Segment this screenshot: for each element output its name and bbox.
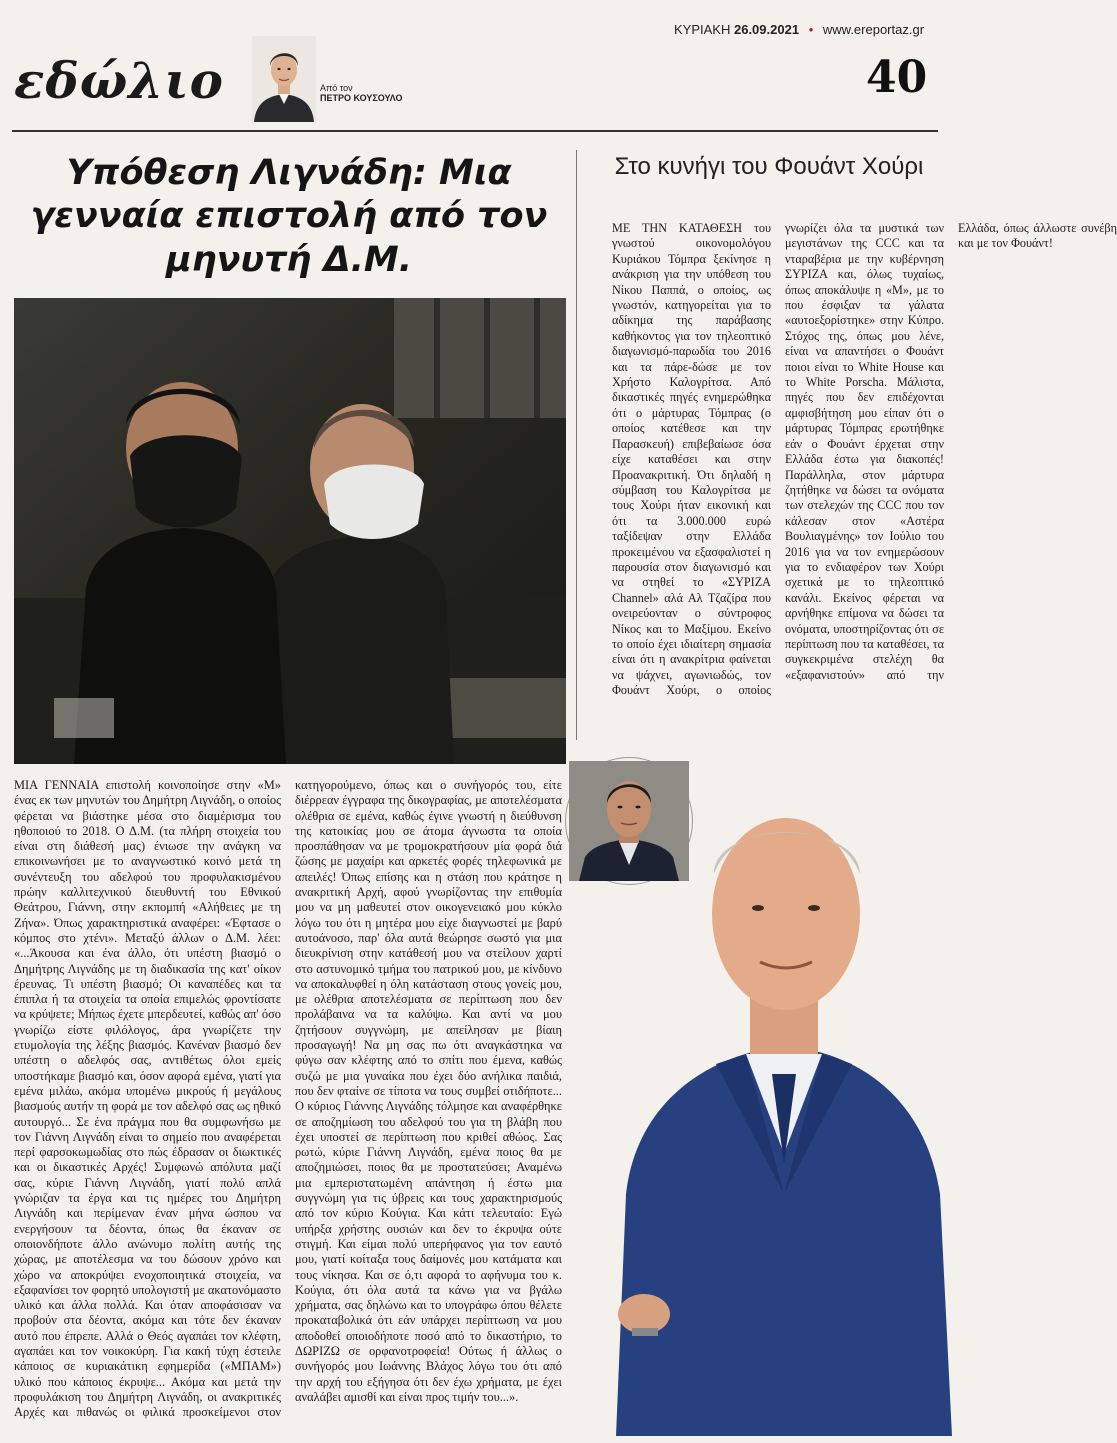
column-divider	[576, 150, 577, 740]
byline	[320, 84, 402, 104]
page-number: 40	[866, 52, 928, 103]
separator-dot: •	[808, 22, 814, 37]
section-title: εδώλιο	[14, 51, 224, 110]
header-divider	[12, 130, 938, 132]
issue-day: ΚΥΡΙΑΚΗ	[674, 22, 731, 37]
issue-date: 26.09.2021	[733, 22, 800, 37]
columnist-photo	[252, 36, 316, 122]
main-headline: Υπόθεση Λιγνάδη: Μια γενναία επιστολή από τον μηνυτή Δ.Μ.	[30, 153, 548, 280]
issue-info	[674, 22, 924, 37]
website-link[interactable]: www.ereportaz.gr	[822, 22, 925, 37]
main-article-body	[14, 778, 562, 1438]
byline-author: ΠΕΤΡΟ ΚΟΥΣΟΥΛΟ	[320, 92, 403, 103]
side-article-text: ΜΕ ΤΗΝ ΚΑΤΑΘΕΣΗ του γνωστού οικονομολόγου Κυριάκου Τόμπρα ξεκίνησε η ανάκριση για την υπόθεση του Νίκου Παππά, ο οποίος, ως γνωστόν, κατηγορείται για το αδίκημα της παράβασης καθήκοντος για τον τηλεοπτικό διαγωνισμό-παρωδία του 2016 και τα πάρε-δώσε με τον Χρήστο Καλογρίτσα. Από δικαστικές πηγές ενημερώθηκα ότι ο μάρτυρας Τόμπρας (ο οποίος κατέθεσε και την Παρασκευή) επιβεβαίωσε όσα είχε καταθέσει και στην Προανακριτική. Ότι δηλαδή η σύμβαση του Καλογρίτσα με τους Χούρι ήταν εικονική και ότι τα 3.000.000 ευρώ ταξίδεψαν στην Ελλάδα προκειμένου να εξασφαλιστεί η παρουσία στον διαγωνισμό και να στηθεί το «ΣΥΡΙΖΑ Channel» αλά Αλ Τζαζίρα που ονειρεύονταν ο σύντροφος Νίκος και το Μαξίμου. Εκείνο το οποίο έχει ιδιαίτερη σημασία είναι ότι η ανακρίτρια φαίνεται να ψάχνει, αγωνιωδώς, τον Φουάντ Χούρι, ο οποίος γνωρίζει όλα τα μυστικά των μεγιστάνων της CCC και τα νταραβέρια με την κυβέρνηση ΣΥΡΙΖΑ και, όλως τυχαίως, όπως αποκάλυψε η «Μ», με το που έσφιξαν τα γάλατα «αυτοεξορίστηκε» στην Κύπρο. Στόχος της, όπως μου λένε, είναι να απαντήσει ο Φουάντ ποιοι είναι το White House και το White Porscha. Μάλιστα, πηγές που δεν επιδέχονται αμφισβήτηση μου είπαν ότι ο μάρτυρας Τόμπρας ερωτήθηκε εάν ο Φουάντ έρχεται στην Ελλάδα έστω για διακοπές! Παράλληλα, στον μάρτυρα ζητήθηκε να δώσει τα ονόματα των στελεχών της CCC που τον κάλεσαν στον «Αστέρα Βουλιαγμένης» τον Ιούλιο του 2016 για να τον ενημερώσουν για το ενδιαφέρον των Χούρι σχετικά με το τηλεοπτικό κανάλι. Εκείνος φέρεται να αρνήθηκε επίμονα να δώσει τα ονόματα, υποστηρίζοντας ότι σε περίπτωση που τα καταθέσει, τα συγκεκριμένα στελέχη θα «εξαφανιστούν» από την Ελλάδα, όπως άλλωστε συνέβη και με τον Φουάντ!	[612, 221, 1117, 698]
inset-portrait	[566, 758, 692, 884]
main-article-text: ΜΙΑ ΓΕΝΝΑΙΑ επιστολή κοινοποίησε στην «Μ» ένας εκ των μηνυτών του Δημήτρη Λιγνάδη, ο οποίος φέρεται να βιάστηκε μέσα στο διαμέρισμα του ηθοποιού το 2018. Ο Δ.Μ. (τα πλήρη στοιχεία του είναι στη διάθεσή μας) ένιωσε την ανάγκη να επικοινωνήσει με το αναγνωστικό κοινό μετά τη συνέντευξη του αδελφού του προφυλακισμένου πρώην καλλιτεχνικού διευθυντή του Εθνικού Θεάτρου, Γιάννη, στην εκπομπή «Αλήθειες με τη Ζήνα». Όπως χαρακτηριστικά αναφέρει: «Έφτασε ο κόμπος στο χτένι». Μεταξύ άλλων ο Δ.Μ. λέει: «...Άκουσα και ένα άλλο, ότι υπέστη βιασμό ο Δημήτρης Λιγνάδης με τη διαδικασία της κατ' οίκον έρευνας. Τι υπέστη βιασμό; Οι καναπέδες και τα έπιπλα ή τα στοιχεία τα οποία επιμελώς φροντίσατε να κρύψετε; Μήπως έχετε μπερδευτεί, καθώς απ' όσο γνωρίζω είστε φιλόλογος, άρα γνωρίζετε την ετυμολογία της λέξης βιασμός. Κανέναν βιασμό δεν υπέστη ο αδελφός σας, αντιθέτως όλοι εμείς υποστήκαμε βιασμό και, όσον αφορά εμένα, γιατί για εμένα μιλάω, ακόμα υπομένω μικρούς ή μεγάλους βιασμούς αυτήν τη φορά με τον αδελφό σας ως ηθικό αυτουργό... Σε ένα πράγμα που θα συμφωνήσω με τον Γιάννη Λιγνάδη είναι το σημείο που αναφέρεται περί φαρσοκωμωδίας στο πώς έδρασαν οι διωκτικές και οι δικαστικές Αρχές! Συμφωνώ απόλυτα μαζί σας, κύριε Γιάννη Λιγνάδη, γιατί πολύ απλά γνώριζαν τα έργα και τις ημέρες του Δημήτρη Λιγνάδη και περίμεναν έναν μήνα ώσπου να ενεργήσουν τα δέοντα, όπως θα έκαναν σε οποιονδήποτε άλλο ανώνυμο πολίτη αυτής της χώρας, με αποτέλεσμα να του δώσουν χρόνο και χώρο να αποκρύψει ενοχοποιητικά στοιχεία, να εξαφανίσει τον φορητό υπολογιστή με ακατονόμαστο υλικό και άλλα πολλά. Και όταν αποφάσισαν να προβούν στα δέοντα, ακόμα και τότε δεν έκαναν αυτό που έπρεπε. Αλλά ο Θεός αγαπάει τον κλέφτη, αγαπάει και τον νοικοκύρη. Για κακή τύχη έστειλε κάποιος σε κυριακάτικη εφημερίδα («ΜΠΑΜ») υλικό που κάποιος έκρυψε... Ακόμα και μετά την προφυλάκιση του Δημήτρη Λιγνάδη, οι ανακριτικές Αρχές και πιθανώς οι φιλικά προσκείμενοι στον κατηγορούμενο, όπως και ο συνήγορός του, είτε διέρρεαν έγγραφα της δικογραφίας, με αποτελέσματα ολέθρια σε εμένα, καθώς έγινε γνωστή η διεύθυνση της κατοικίας μου σε άτομα άγνωστα τα οποία προσπάθησαν να με τρομοκρατήσουν μία φορά διά ζώσης με μαχαίρι και αρκετές φορές τηλεφωνικά με απειλές! Όπως επίσης και η στάση που κράτησε η ανακριτική Αρχή, αφού γνωρίζοντας την επιθυμία μου να μη μαθευτεί στον οικογενειακό μου κύκλο λόγω του ότι η μητέρα μου είχε διαγνωστεί με βαρύ αυτοάνοσο, παρ' όλα αυτά θεώρησε σωστό για μια διευκρίνιση στην κατάθεσή μου να στείλουν χαρτί στο αστυνομικό τμήμα του πατρικού μου, με κίνδυνο να αποκαλυφθεί η όλη κατάσταση στους γονείς μου, με ολέθρια αποτελέσματα σε περίπτωση που δεν προλάβαινα να τα καλύψω. Και αντί να μου ζητήσουν συγγνώμη, με απείλησαν με βίαιη προσαγωγή! Να μη σας πω ότι αναγκάστηκα να φύγω σαν κλέφτης από το σπίτι που έμενα, καθώς συζώ με μια γυναίκα που έχει δύο ανήλικα παιδιά, που δεν φταίνε σε τίποτα να τους συμβεί οτιδήποτε... Ο κύριος Γιάννης Λιγνάδης τόλμησε και αναφέρθηκε σε αποζημίωση του αδελφού του για τη βλάβη που έχει υποστεί σε περίπτωση που κριθεί αθώος. Σας ρωτώ, κύριε Γιάννη Λιγνάδη, εμένα ποιος θα με αποζημιώσει, ποιος θα με προστατεύσει; Αναμένω μια εμπεριστατωμένη απάντηση ή έστω μια συγγνώμη για τις ύβρεις και τους χαρακτηρισμούς από τον κύριο Κούγια. Και κάτι τελευταίο: Εγώ υπήρξα χρήστης ουσιών και δεν το έκρυψα ούτε στιγμή. Και είμαι πολύ υπερήφανος για τον εαυτό μου, γιατί κοίταξα τους δαίμονές μου κατάματα και τους νίκησα. Και σε ό,τι αφορά το αφήνυμα του κ. Κούγια, ότι όλα αυτά τα κάνω για να βγάλω χρήματα, σας δηλώνω και το υπογράφω όπου θέλετε προκαταβολικά ότι εάν υπάρχει περίπτωση να μου αποδοθεί οποιοδήποτε ποσό από το δικαστήριο, το ΔΩΡΙΖΩ σε ορφανοτροφεία! Ούτως ή άλλως ο συνήγορός μου Ιωάννης Βλάχος λόγω του ότι από την αρχή του εξήγησα ότι δεν έχω χρήματα, με έχει αναλάβει αμισθί και είναι προς τιμήν του...».	[14, 778, 562, 1420]
side-article-body	[612, 221, 1117, 701]
main-photo	[14, 298, 566, 764]
side-headline: Στο κυνήγι του Φουάντ Χούρι	[614, 153, 924, 180]
byline-from: Από τον	[320, 83, 353, 93]
